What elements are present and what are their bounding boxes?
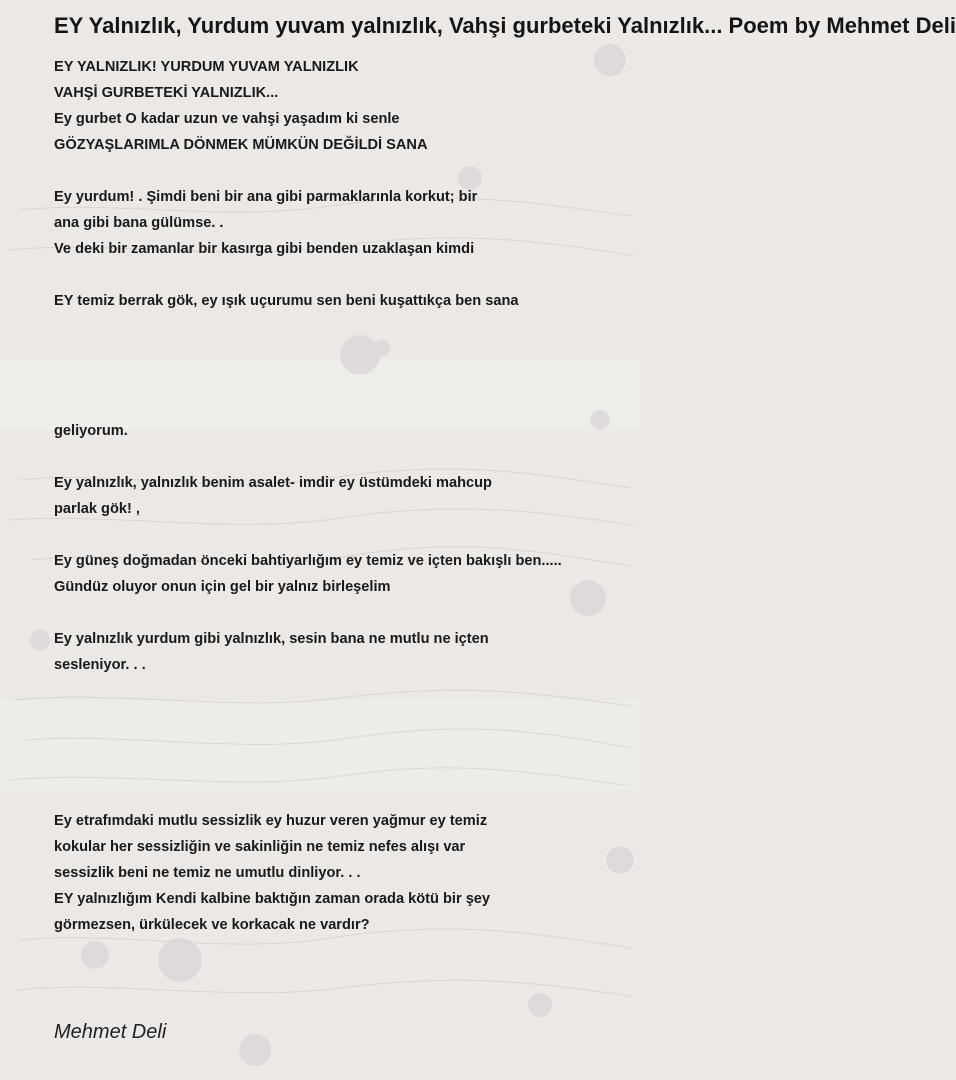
- stanza-spacer: [54, 340, 640, 366]
- stanza-spacer: [54, 678, 640, 704]
- stanza-spacer: [54, 600, 640, 626]
- stanza-spacer: [54, 314, 640, 340]
- poem-line: Ey gurbet O kadar uzun ve vahşi yaşadım ki senle: [54, 111, 400, 127]
- poem-line: Ey etrafımdaki mutlu sessizlik ey huzur veren yağmur ey temiz: [54, 813, 488, 829]
- poem-line: GÖZYAŞLARIMLA DÖNMEK MÜMKÜN DEĞİLDİ SANA: [54, 137, 428, 153]
- stanza-spacer: [54, 262, 640, 288]
- poem-line: sessizlik beni ne temiz ne umutlu dinliyor. . .: [54, 865, 361, 881]
- poem-author: Mehmet Deli: [54, 1021, 167, 1043]
- stanza-spacer: [54, 522, 640, 548]
- poem-line: sesleniyor. . .: [54, 657, 146, 673]
- stanza-spacer: [54, 366, 640, 392]
- poem-line: geliyorum.: [54, 423, 128, 439]
- poem-title: EY Yalnızlık, Yurdum yuvam yalnızlık, Vahşi gurbeteki Yalnızlık... Poem by Mehmet Deli: [54, 13, 956, 38]
- poem-line: EY YALNIZLIK! YURDUM YUVAM YALNIZLIK: [54, 59, 359, 75]
- poem-line: görmezsen, ürkülecek ve korkacak ne vardır?: [54, 917, 370, 933]
- poem-line: Ey yurdum! . Şimdi beni bir ana gibi parmaklarınla korkut; bir: [54, 189, 478, 205]
- poem-line: Gündüz oluyor onun için gel bir yalnız birleşelim: [54, 579, 391, 595]
- poem-line: VAHŞİ GURBETEKİ YALNIZLIK...: [54, 85, 279, 101]
- poem-line: Ey yalnızlık yurdum gibi yalnızlık, sesin bana ne mutlu ne içten: [54, 631, 489, 647]
- poem-line: kokular her sessizliğin ve sakinliğin ne temiz nefes alışı var: [54, 839, 466, 855]
- stanza-spacer: [54, 158, 640, 184]
- poem-line: EY yalnızlığım Kendi kalbine baktığın zaman orada kötü bir şey: [54, 891, 491, 907]
- stanza-spacer: [54, 704, 640, 730]
- poem-line: parlak gök! ,: [54, 501, 140, 517]
- poem-line: Ey güneş doğmadan önceki bahtiyarlığım ey temiz ve içten bakışlı ben.....: [54, 553, 562, 569]
- poem-line: EY temiz berrak gök, ey ışık uçurumu sen beni kuşattıkça ben sana: [54, 293, 519, 309]
- stanza-spacer: [54, 730, 640, 756]
- stanza-spacer: [54, 782, 640, 808]
- poem-line: Ey yalnızlık, yalnızlık benim asalet- imdir ey üstümdeki mahcup: [54, 475, 492, 491]
- poem-line: Ve deki bir zamanlar bir kasırga gibi benden uzaklaşan kimdi: [54, 241, 475, 257]
- poem-line: ana gibi bana gülümse. .: [54, 215, 224, 231]
- stanza-spacer: [54, 756, 640, 782]
- stanza-spacer: [54, 392, 640, 418]
- poem-body: [54, 54, 640, 938]
- stanza-spacer: [54, 444, 640, 470]
